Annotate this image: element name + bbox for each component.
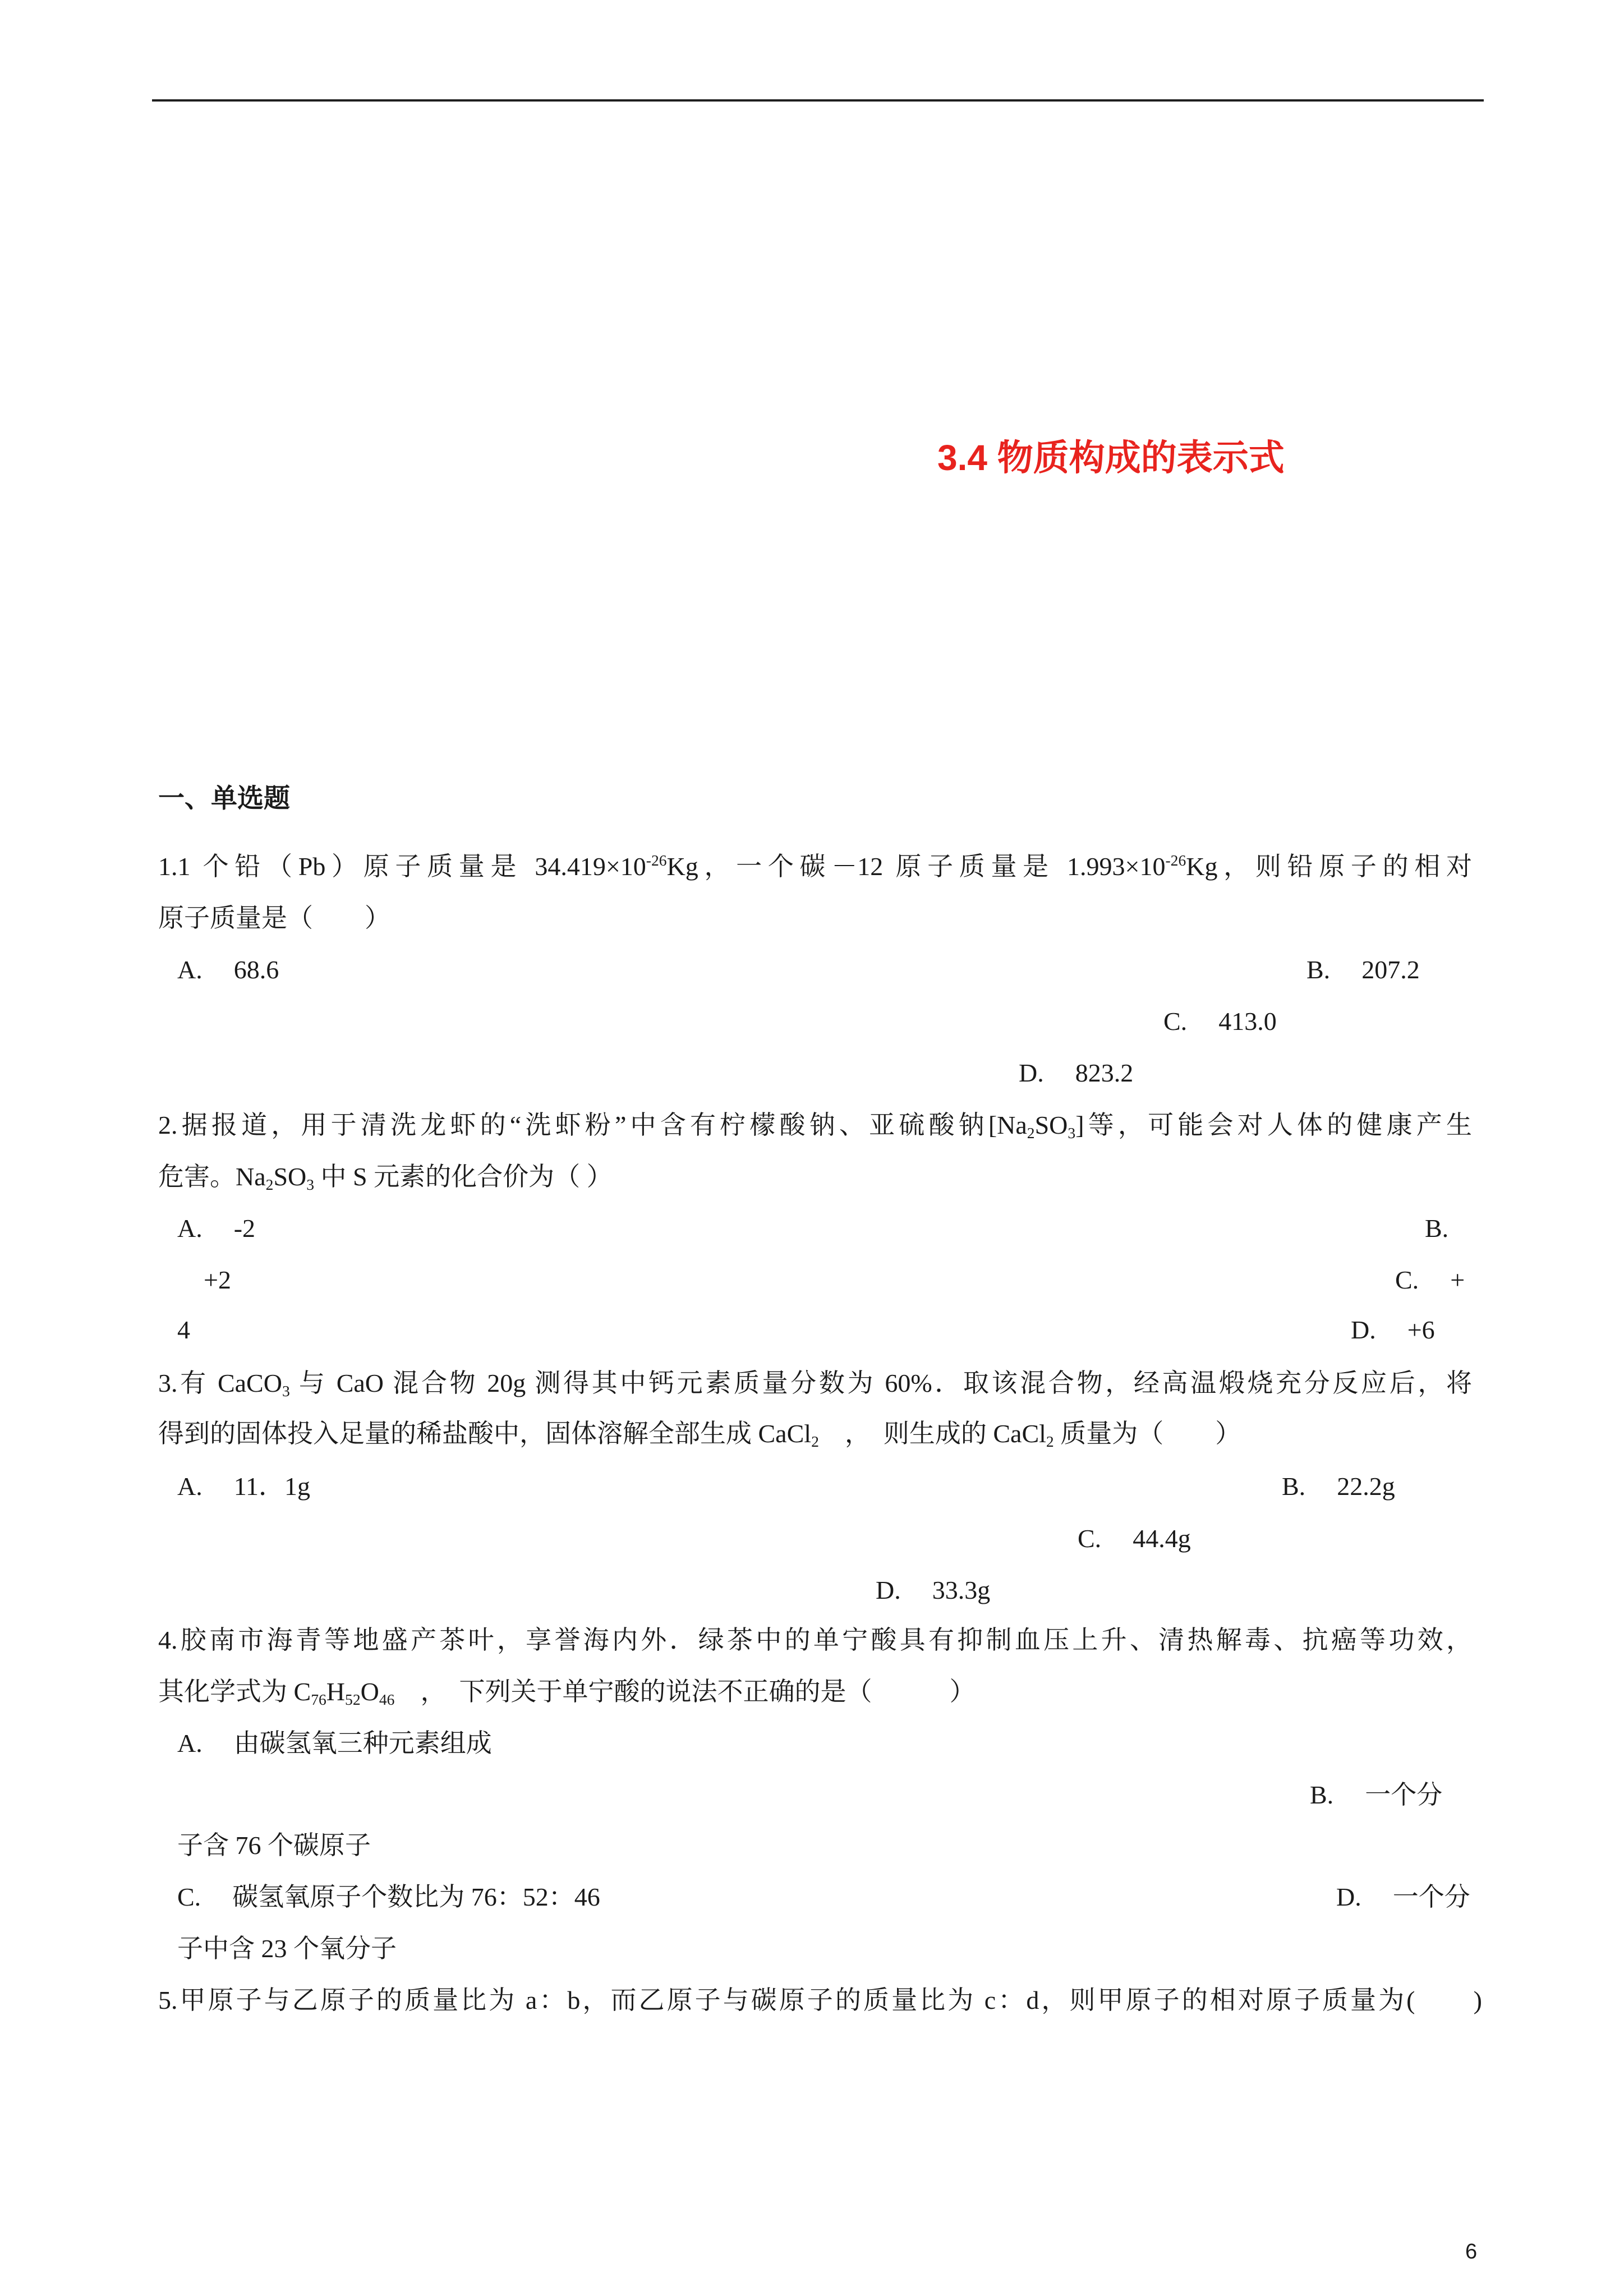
option-label: B. <box>1310 1780 1334 1809</box>
option-text: 由碳氢氧三种元素组成 <box>233 1729 492 1757</box>
question-4-option-b <box>1310 1778 1442 1812</box>
question-4-option-a <box>177 1727 492 1760</box>
section-heading: 一、单选题 <box>158 784 290 813</box>
question-2-option-b-text: +2 <box>204 1266 231 1294</box>
page-title: 3.4 物质构成的表示式 <box>937 438 1285 478</box>
option-label: D. <box>876 1576 901 1604</box>
stem-text: 3.有 CaCO <box>158 1369 282 1397</box>
option-label: A. <box>177 955 203 984</box>
option-text: 413.0 <box>1218 1007 1277 1036</box>
option-text: 68.6 <box>233 955 279 984</box>
question-4-option-d-continued: 子中含 23 个氧分子 <box>177 1934 397 1963</box>
question-1-option-d <box>1019 1056 1133 1090</box>
question-1-stem-line-1 <box>158 850 1472 887</box>
stem-text: ]等，可能会对人体的健康产生 <box>1075 1111 1472 1139</box>
option-text: 44.4g <box>1133 1524 1191 1553</box>
option-text: 207.2 <box>1361 955 1420 984</box>
stem-text: 1.1 个铅（Pb）原子质量是 34.419×10 <box>158 852 646 881</box>
stem-text: 其化学式为 C <box>158 1677 311 1706</box>
subscript: 2 <box>265 1176 274 1194</box>
option-text: 一个分 <box>1365 1780 1443 1809</box>
option-text: 碳氢氧原子个数比为 76：52：46 <box>232 1883 600 1911</box>
option-label: D. <box>1019 1059 1044 1087</box>
exponent: -26 <box>646 852 667 869</box>
option-text: -2 <box>233 1214 256 1243</box>
option-text: 823.2 <box>1075 1059 1134 1087</box>
option-label: A. <box>177 1729 203 1757</box>
subscript: 2 <box>811 1433 819 1451</box>
question-4-option-c <box>177 1880 600 1914</box>
option-label: C. <box>1078 1524 1102 1553</box>
stem-text: O <box>360 1677 379 1706</box>
question-3-stem-line-1 <box>158 1366 1472 1404</box>
stem-text: 得到的固体投入足量的稀盐酸中，固体溶解全部生成 CaCl <box>158 1419 812 1448</box>
page-number: 6 <box>1465 2240 1478 2263</box>
question-1-option-a <box>177 953 279 987</box>
stem-text: 质量为（ ） <box>1053 1419 1241 1448</box>
stem-text: SO <box>1034 1111 1068 1139</box>
question-3-stem-line-2 <box>158 1417 1241 1454</box>
stem-text: ， 则生成的 CaCl <box>818 1419 1046 1448</box>
question-3-option-b <box>1282 1470 1395 1503</box>
question-2-option-b-label: B. <box>1425 1214 1449 1243</box>
option-text: 22.2g <box>1337 1472 1395 1501</box>
subscript: 76 <box>311 1691 326 1709</box>
option-label: A. <box>177 1472 203 1501</box>
stem-text: 危害。Na <box>158 1162 266 1191</box>
option-label: B. <box>1306 955 1331 984</box>
question-2-option-c <box>1395 1263 1465 1297</box>
question-4-option-d <box>1336 1880 1470 1914</box>
stem-text: Kg，一个碳－12 原子质量是 1.993×10 <box>666 852 1166 881</box>
subscript: 3 <box>282 1382 290 1400</box>
question-4-stem-line-2 <box>158 1675 975 1712</box>
stem-text: Kg，则铅原子的相对 <box>1186 852 1472 881</box>
option-text: +6 <box>1407 1315 1435 1344</box>
question-2-stem-line-1 <box>158 1108 1472 1145</box>
option-text: 33.3g <box>932 1576 991 1604</box>
option-label: A. <box>177 1214 203 1243</box>
question-3-option-c <box>1078 1522 1191 1556</box>
question-1-option-c <box>1163 1005 1277 1038</box>
stem-text: ， 下列关于单宁酸的说法不正确的是（ ） <box>394 1677 976 1706</box>
option-label: C. <box>1163 1007 1188 1036</box>
option-text: 一个分 <box>1392 1883 1470 1911</box>
question-4-option-b-continued: 子含 76 个碳原子 <box>177 1831 371 1860</box>
question-2-option-d <box>1351 1313 1435 1347</box>
question-2-option-c-continued: 4 <box>177 1315 190 1344</box>
option-label: B. <box>1282 1472 1306 1501</box>
stem-text: 2.据报道，用于清洗龙虾的“洗虾粉”中含有柠檬酸钠、亚硫酸钠[Na <box>158 1111 1027 1139</box>
question-4-stem-line-1: 4.胶南市海青等地盛产茶叶，享誉海内外．绿茶中的单宁酸具有抑制血压上升、清热解毒、抗癌等功效， <box>158 1626 1472 1654</box>
subscript: 46 <box>379 1691 395 1709</box>
subscript: 2 <box>1027 1124 1035 1142</box>
question-1-stem-line-2: 原子质量是（ ） <box>158 904 390 932</box>
subscript: 2 <box>1046 1433 1054 1451</box>
question-3-option-d <box>876 1573 990 1607</box>
option-text: 11．1g <box>233 1472 311 1501</box>
stem-text: SO <box>273 1162 307 1191</box>
subscript: 52 <box>345 1691 361 1709</box>
subscript: 3 <box>1068 1124 1076 1142</box>
header-rule <box>152 99 1484 102</box>
stem-text: 中 S 元素的化合价为（ ） <box>314 1162 613 1191</box>
question-2-stem-line-2 <box>158 1160 613 1197</box>
exponent: -26 <box>1165 852 1186 869</box>
stem-text: H <box>326 1677 346 1706</box>
question-1-option-b <box>1306 953 1420 987</box>
option-text: + <box>1450 1266 1465 1294</box>
option-label: C. <box>1395 1266 1419 1294</box>
option-label: C. <box>177 1883 201 1911</box>
option-label: D. <box>1351 1315 1376 1344</box>
stem-text: 与 CaO 混合物 20g 测得其中钙元素质量分数为 60%．取该混合物，经高温煅烧充分反应后，将 <box>289 1369 1473 1397</box>
question-2-option-a <box>177 1212 255 1245</box>
question-5-stem-line-1: 5.甲原子与乙原子的质量比为 a：b，而乙原子与碳原子的质量比为 c：d，则甲原子的相对原子质量为( ) <box>158 1986 1482 2014</box>
question-3-option-a <box>177 1470 310 1503</box>
subscript: 3 <box>306 1176 315 1194</box>
option-label: D. <box>1336 1883 1361 1911</box>
